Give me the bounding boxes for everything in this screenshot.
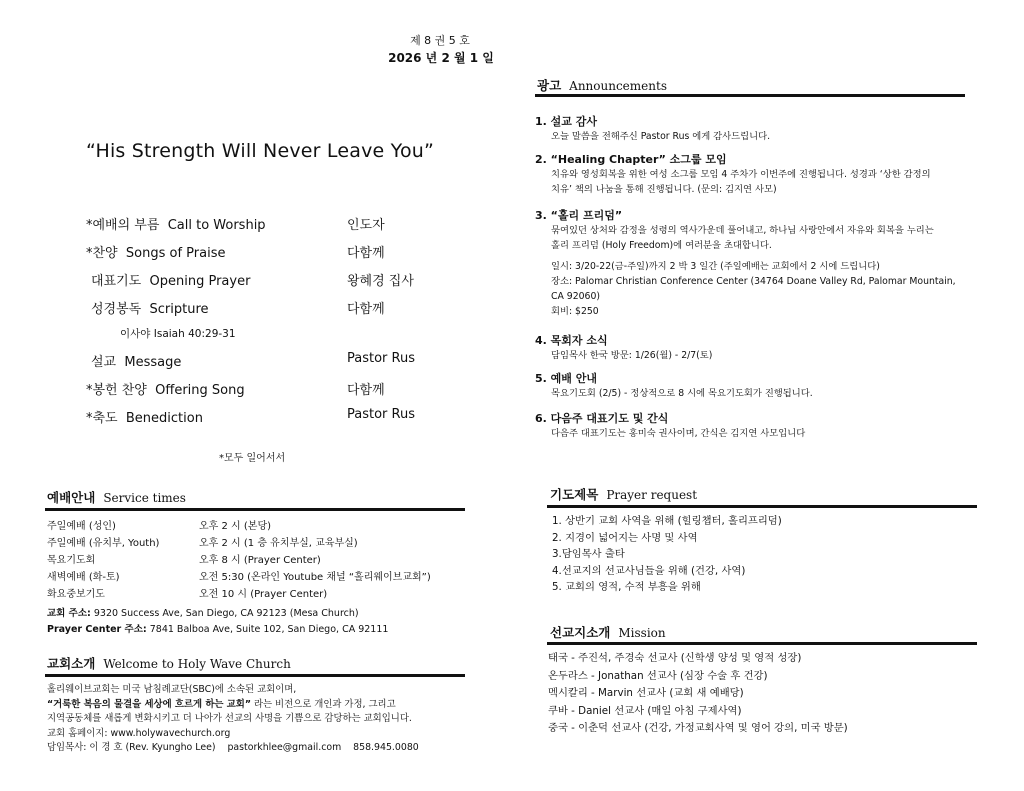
announcements-heading-ko: 광고: [537, 78, 562, 93]
event-details: [551, 259, 1005, 319]
order-item: [86, 407, 203, 426]
divider: [547, 642, 977, 645]
order-item-en: Benediction: [125, 411, 203, 426]
mission-item: 중국 - 이춘덕 선교사 (건강, 가정교회사역 및 영어 강의, 미국 방문): [548, 722, 848, 734]
event-location: CA 92060): [551, 291, 601, 302]
announcement-item: [535, 151, 1005, 197]
prayer-item: 2. 지경이 넓어지는 사명 및 사역: [552, 531, 698, 544]
order-item-ko: *축도: [86, 411, 118, 426]
pastor-contact: 담임목사: 이 경 호 (Rev. Kyungho Lee) pastorkhlee@gmail.com 858.945.0080: [47, 742, 419, 753]
prayer-item: 1. 상반기 교회 사역을 위해 (힐링챕터, 홀리프리덤): [552, 515, 782, 527]
order-item-ko: *찬양: [86, 246, 118, 261]
order-leader: Pastor Rus: [347, 351, 415, 366]
prayer-item: 5. 교회의 영적, 수적 부흥을 위해: [552, 581, 701, 593]
service-times-heading-ko: 예배안내: [47, 490, 96, 505]
welcome-line: 지역공동체를 새롭게 변화시키고 더 나아가 선교의 사명을 기쁨으로 감당하는 교회입니다.: [47, 713, 412, 724]
mission-list: [548, 650, 848, 738]
announcement-body: 오늘 말씀을 전해주신 Pastor Rus 에게 감사드립니다.: [551, 131, 771, 142]
mission-item: 쿠바 - Daniel 선교사 (매일 아침 구제사역): [548, 704, 742, 717]
prayer-list: [552, 513, 782, 596]
order-item-en: Scripture: [149, 302, 209, 317]
order-item-en: Message: [124, 355, 182, 370]
service-name: 새벽예배 (화-토): [47, 572, 120, 583]
order-item-en: Opening Prayer: [149, 274, 251, 289]
welcome-text: [47, 683, 419, 756]
service-times-heading-en: Service times: [103, 491, 186, 505]
sermon-title: “His Strength Will Never Leave You”: [86, 140, 435, 162]
announcement-body: 치유와 영성회복을 위한 여성 소그룹 모임 4 주차가 이번주에 진행됩니다. 성경과 ‘상한 감정의: [551, 169, 931, 180]
order-item-ko: *예배의 부름: [86, 218, 160, 233]
order-item: [86, 214, 266, 233]
order-item-ko: *봉헌 찬양: [86, 383, 147, 398]
service-time: 오후 8 시 (Prayer Center): [199, 555, 321, 566]
mission-item: 온두라스 - Jonathan 선교사 (심장 수술 후 건강): [548, 669, 768, 682]
welcome-line: 홀리웨이브교회는 미국 남침례교단(SBC)에 소속된 교회이며,: [47, 684, 297, 695]
event-date: 일시: 3/20-22(금-주일)까지 2 박 3 일간 (주일예배는 교회에서 2 시에 드립니다): [551, 261, 880, 272]
order-item-en: Call to Worship: [167, 218, 266, 233]
prayer-heading: [550, 485, 697, 503]
announcement-body: 다음주 대표기도는 홍미숙 권사이며, 간식은 김지연 사모입니다: [551, 428, 806, 439]
homepage-link[interactable]: 교회 홈페이지: www.holywavechurch.org: [47, 727, 231, 739]
prayer-heading-ko: 기도제목: [550, 487, 599, 502]
welcome-heading-en: Welcome to Holy Wave Church: [103, 657, 291, 671]
vision-rest: 라는 비전으로 개인과 가정, 그리고: [250, 698, 396, 710]
welcome-line: [47, 698, 419, 713]
service-name: 목요기도회: [47, 555, 96, 566]
prayer-item: 4.선교지의 선교사님들을 위해 (건강, 사역): [552, 564, 746, 577]
vision-statement: “거룩한 복음의 물결을 세상에 흐르게 하는 교회”: [47, 698, 251, 710]
announcement-item: [535, 370, 995, 401]
order-item-ko: 대표기도: [91, 274, 142, 289]
announcement-body: 홀리 프리덤 (Holy Freedom)에 여러분을 초대합니다.: [551, 240, 772, 251]
mission-heading-en: Mission: [618, 626, 666, 640]
mission-heading: [550, 623, 666, 641]
order-item: [86, 379, 245, 398]
order-item: [91, 298, 209, 317]
order-item-en: Offering Song: [155, 383, 245, 398]
order-item: [86, 242, 225, 261]
welcome-heading: [47, 654, 291, 672]
announcement-body: 치유’ 책의 나눔을 통해 진행됩니다. (문의: 김지연 사모): [551, 184, 777, 195]
divider: [45, 674, 465, 677]
issue-number: 제 8 권 5 호: [410, 34, 470, 47]
announcements-heading: [537, 76, 667, 94]
order-item: [91, 351, 181, 370]
service-time: 오전 10 시 (Prayer Center): [199, 589, 328, 600]
announcement-item: [535, 332, 995, 363]
prayer-center-label: Prayer Center 주소:: [47, 624, 147, 635]
divider: [45, 508, 465, 511]
order-item-en: Songs of Praise: [125, 246, 226, 261]
mission-heading-ko: 선교지소개: [550, 625, 611, 640]
standing-note: *모두 일어서서: [219, 453, 286, 464]
service-time: 오후 2 시 (본당): [199, 521, 272, 532]
service-name: 화요중보기도: [47, 589, 105, 600]
announcement-title: 5. 예배 안내: [535, 372, 597, 385]
order-item-ko: 설교: [91, 355, 117, 370]
prayer-center-address: [47, 621, 388, 635]
announcement-title: 6. 다음주 대표기도 및 간식: [535, 412, 669, 425]
order-leader: 왕혜경 집사: [347, 274, 414, 289]
announcements-heading-en: Announcements: [569, 79, 667, 93]
announcement-item: [535, 207, 1005, 319]
order-item-ko: 성경봉독: [91, 302, 142, 317]
order-item: [91, 270, 250, 289]
announcement-title: 2. “Healing Chapter” 소그룹 모임: [535, 153, 727, 166]
service-times-heading: [47, 488, 186, 506]
service-name: 주일예배 (성인): [47, 521, 116, 532]
church-address-label: 교회 주소:: [47, 608, 91, 619]
welcome-heading-ko: 교회소개: [47, 656, 96, 671]
order-leader: 다함께: [347, 383, 385, 398]
announcement-body: 목요기도회 (2/5) - 정상적으로 8 시에 목요기도회가 진행됩니다.: [551, 388, 813, 399]
order-leader: 인도자: [347, 218, 385, 233]
prayer-item: 3.담임목사 출타: [552, 548, 625, 560]
divider: [547, 505, 977, 508]
announcement-title: 1. 설교 감사: [535, 115, 597, 128]
church-address: [47, 605, 359, 619]
church-address-value: 9320 Success Ave, San Diego, CA 92123 (Mesa Church): [93, 608, 359, 619]
mission-item: 멕시칼리 - Marvin 선교사 (교회 새 예배당): [548, 687, 744, 699]
service-name: 주일예배 (유치부, Youth): [47, 538, 160, 549]
mission-item: 태국 - 주진석, 주경숙 선교사 (신학생 양성 및 영적 성장): [548, 652, 802, 664]
announcement-item: [535, 410, 995, 441]
order-leader: 다함께: [347, 302, 385, 317]
prayer-heading-en: Prayer request: [606, 488, 698, 502]
service-time: 오전 5:30 (온라인 Youtube 채널 “홀리웨이브교회”): [199, 572, 431, 583]
event-location: 장소: Palomar Christian Conference Center (34764 Doane Valley Rd, Palomar Mountain,: [551, 276, 956, 287]
order-leader: 다함께: [347, 246, 385, 261]
scripture-reference: 이사야 Isaiah 40:29-31: [120, 328, 236, 340]
event-fee: 회비: $250: [551, 306, 599, 317]
service-time: 오후 2 시 (1 층 유치부실, 교육부실): [199, 538, 358, 549]
announcement-body: 묶여있던 상처와 감정을 성령의 역사가운데 풀어내고, 하나님 사랑안에서 자유와 회복을 누리는: [551, 225, 934, 236]
announcement-title: 3. “홀리 프리덤”: [535, 209, 623, 222]
announcement-title: 4. 목회자 소식: [535, 334, 608, 347]
announcement-body: 담임목사 한국 방문: 1/26(월) - 2/7(토): [551, 350, 713, 361]
announcement-item: [535, 113, 995, 144]
divider: [535, 94, 965, 97]
prayer-center-value: 7841 Balboa Ave, Suite 102, San Diego, CA 92111: [149, 624, 389, 635]
order-leader: Pastor Rus: [347, 407, 415, 422]
bulletin-date: 2026 년 2 월 1 일: [388, 51, 494, 65]
